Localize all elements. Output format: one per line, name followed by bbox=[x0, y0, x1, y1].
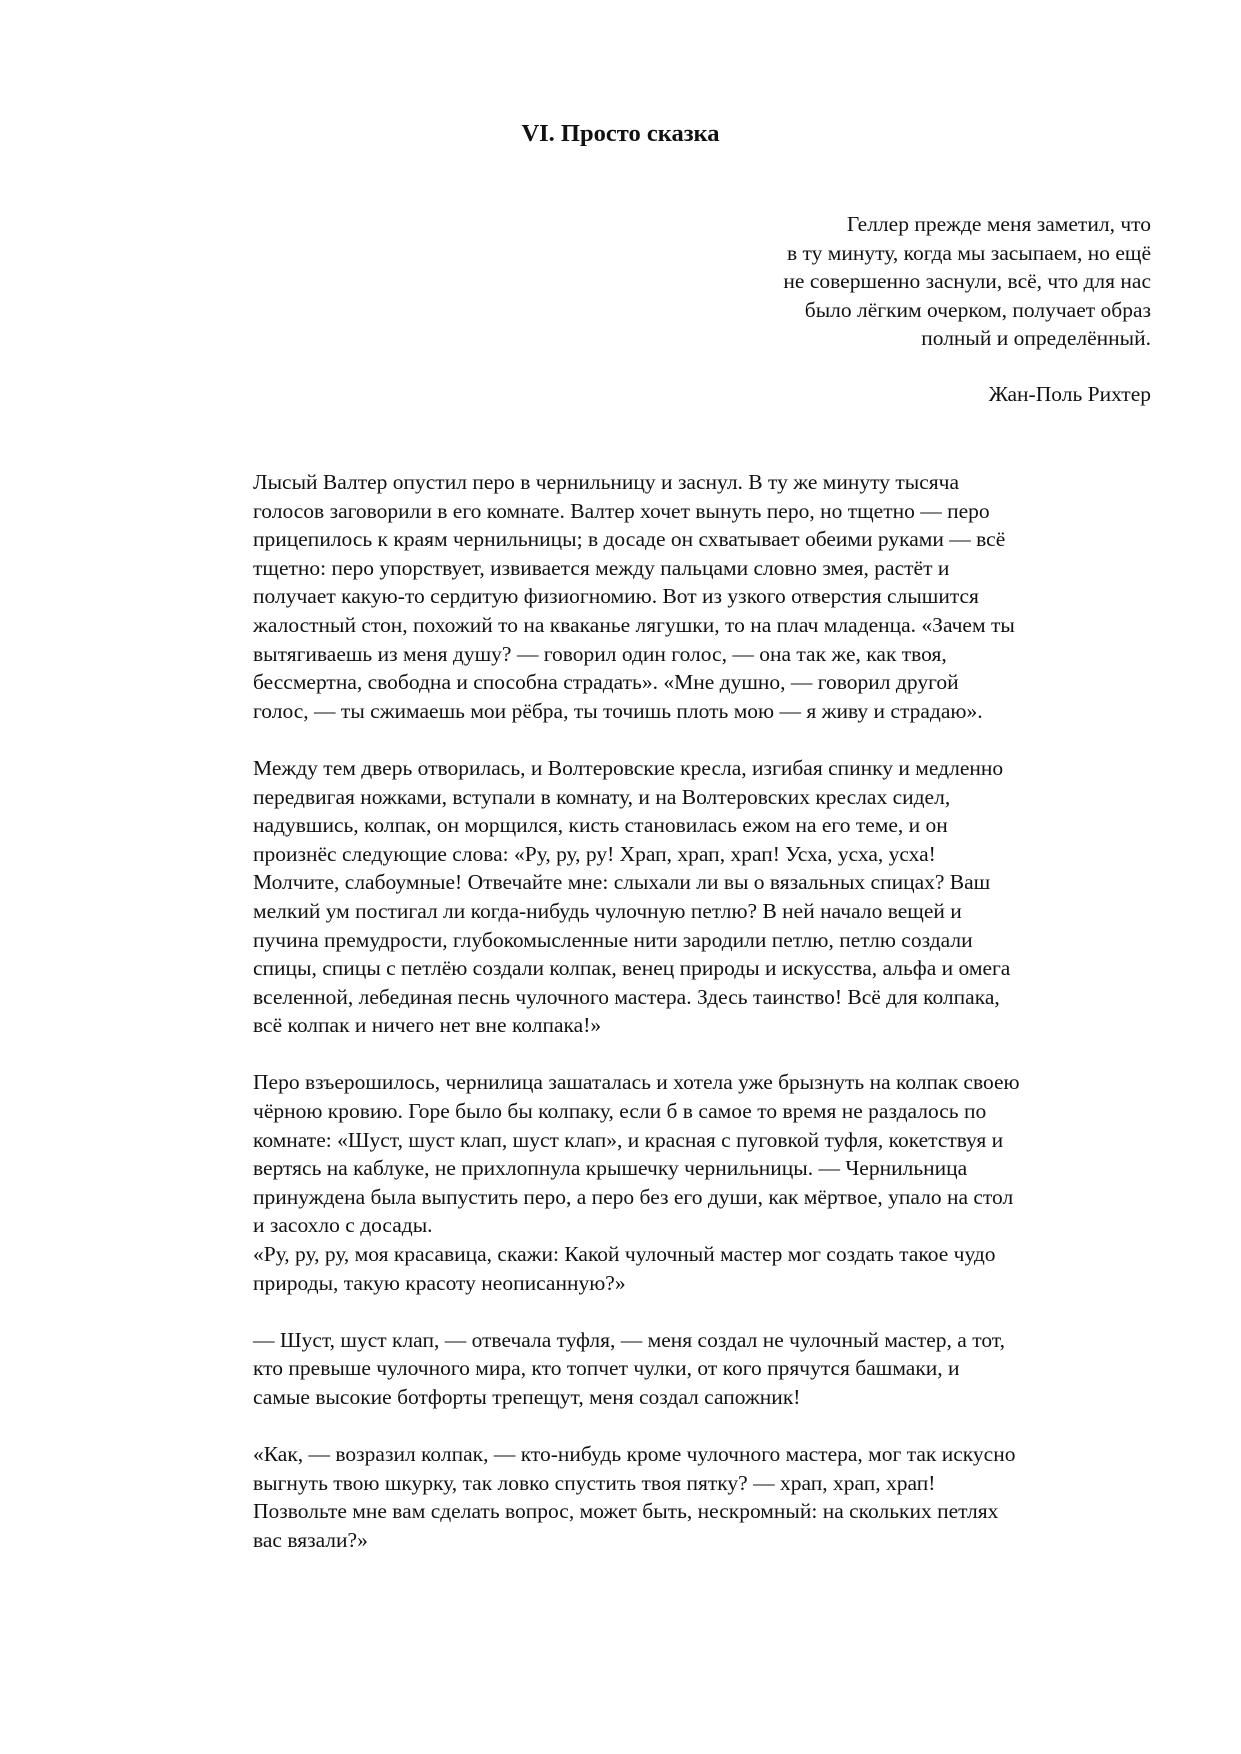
text-line: пучина премудрости, глубокомысленные нити зародили петлю, петлю создали bbox=[253, 927, 973, 952]
text-line: тщетно: перо упорствует, извивается между пальцами словно змея, растёт и bbox=[253, 555, 950, 580]
body-text bbox=[253, 468, 1153, 1555]
page-title: VI. Просто сказка bbox=[521, 120, 720, 147]
epigraph-line: не совершенно заснули, всё, что для нас bbox=[783, 269, 1151, 294]
text-line: произнёс следующие слова: «Ру, ру, ру! Храп, храп, храп! Усха, усха, усха! bbox=[253, 841, 936, 866]
text-line: мелкий ум постигал ли когда-нибудь чулочную петлю? В ней начало вещей и bbox=[253, 898, 962, 923]
paragraph bbox=[253, 1326, 1153, 1412]
text-line: голос, — ты сжимаешь мои рёбра, ты точишь плоть мою — я живу и страдаю». bbox=[253, 698, 983, 723]
text-line: Позвольте мне вам сделать вопрос, может быть, нескромный: на скольких петлях bbox=[253, 1499, 999, 1524]
epigraph-line: в ту минуту, когда мы засыпаем, но ещё bbox=[787, 240, 1151, 265]
text-line: Лысый Валтер опустил перо в чернильницу и заснул. В ту же минуту тысяча bbox=[253, 470, 959, 494]
text-line: Между тем дверь отворилась, и Волтеровские кресла, изгибая спинку и медленно bbox=[253, 755, 1004, 780]
text-line: надувшись, колпак, он морщился, кисть становилась ежом на его теме, и он bbox=[253, 813, 948, 838]
epigraph-line: было лёгким очерком, получает образ bbox=[804, 297, 1151, 322]
text-line: чёрною кровию. Горе было бы колпаку, если б в самое то время не раздалось по bbox=[253, 1099, 987, 1124]
text-line: всё колпак и ничего нет вне колпака!» bbox=[253, 1013, 602, 1038]
epigraph bbox=[671, 210, 1151, 353]
epigraph-author: Жан-Поль Рихтер bbox=[988, 382, 1151, 406]
text-line: спицы, спицы с петлёю создали колпак, венец природы и искусства, альфа и омега bbox=[253, 956, 1011, 981]
text-line: вертясь на каблуке, не прихлопнула крышечку чернильницы. — Чернильница bbox=[253, 1156, 968, 1181]
text-line: получает какую-то сердитую физиогномию. Вот из узкого отверстия слышится bbox=[253, 584, 979, 609]
epigraph-line: Геллер прежде меня заметил, что bbox=[846, 212, 1151, 236]
text-line: вас вязали?» bbox=[253, 1527, 368, 1552]
epigraph-line: полный и определённый. bbox=[921, 326, 1151, 351]
text-line: и засохло с досады. bbox=[253, 1213, 433, 1238]
paragraph bbox=[253, 1068, 1153, 1240]
text-line: вселенной, лебединая песнь чулочного мастера. Здесь таинство! Всё для колпака, bbox=[253, 984, 1000, 1009]
text-line: принуждена была выпустить перо, а перо без его души, как мёртвое, упало на стол bbox=[253, 1184, 1014, 1209]
text-line: прицепилось к краям чернильницы; в досаде он схватывает обеими руками — всё bbox=[253, 527, 1006, 552]
text-line: самые высокие ботфорты трепещут, меня создал сапожник! bbox=[253, 1385, 801, 1409]
text-line: Перо взъерошилось, чернилица зашаталась и хотела уже брызнуть на колпак своею bbox=[253, 1070, 1020, 1095]
text-line: голосов заговорили в его комнате. Валтер хочет вынуть перо, но тщетно — перо bbox=[253, 498, 990, 523]
paragraph bbox=[253, 468, 1153, 725]
paragraph bbox=[253, 1240, 1153, 1297]
paragraph bbox=[253, 1440, 1153, 1554]
text-line: бессмертна, свободна и способна страдать». «Мне душно, — говорил другой bbox=[253, 670, 959, 695]
text-line: Молчите, слабоумные! Отвечайте мне: слыхали ли вы о вязальных спицах? Ваш bbox=[253, 870, 991, 895]
text-line: комнате: «Шуст, шуст клап, шуст клап», и красная с пуговкой туфля, кокетствуя и bbox=[253, 1127, 1004, 1152]
text-line: «Как, — возразил колпак, — кто-нибудь кроме чулочного мастера, мог так искусно bbox=[253, 1442, 1016, 1467]
text-line: природы, такую красоту неописанную?» bbox=[253, 1270, 626, 1295]
text-line: кто превыше чулочного мира, кто топчет чулки, от кого прячутся башмаки, и bbox=[253, 1356, 960, 1381]
text-line: — Шуст, шуст клап, — отвечала туфля, — меня создал не чулочный мастер, а тот, bbox=[253, 1327, 1005, 1352]
text-line: вытягиваешь из меня душу? — говорил один голос, — она так же, как твоя, bbox=[253, 641, 947, 666]
text-line: передвигая ножками, вступали в комнату, и на Волтеровских креслах сидел, bbox=[253, 784, 951, 809]
text-line: выгнуть твою шкурку, так ловко спустить твоя пятку? — храп, храп, храп! bbox=[253, 1470, 936, 1495]
text-line: жалостный стон, похожий то на кваканье лягушки, то на плач младенца. «Зачем ты bbox=[253, 612, 1015, 637]
paragraph bbox=[253, 754, 1153, 1040]
text-line: «Ру, ру, ру, моя красавица, скажи: Какой чулочный мастер мог создать такое чудо bbox=[253, 1242, 996, 1267]
